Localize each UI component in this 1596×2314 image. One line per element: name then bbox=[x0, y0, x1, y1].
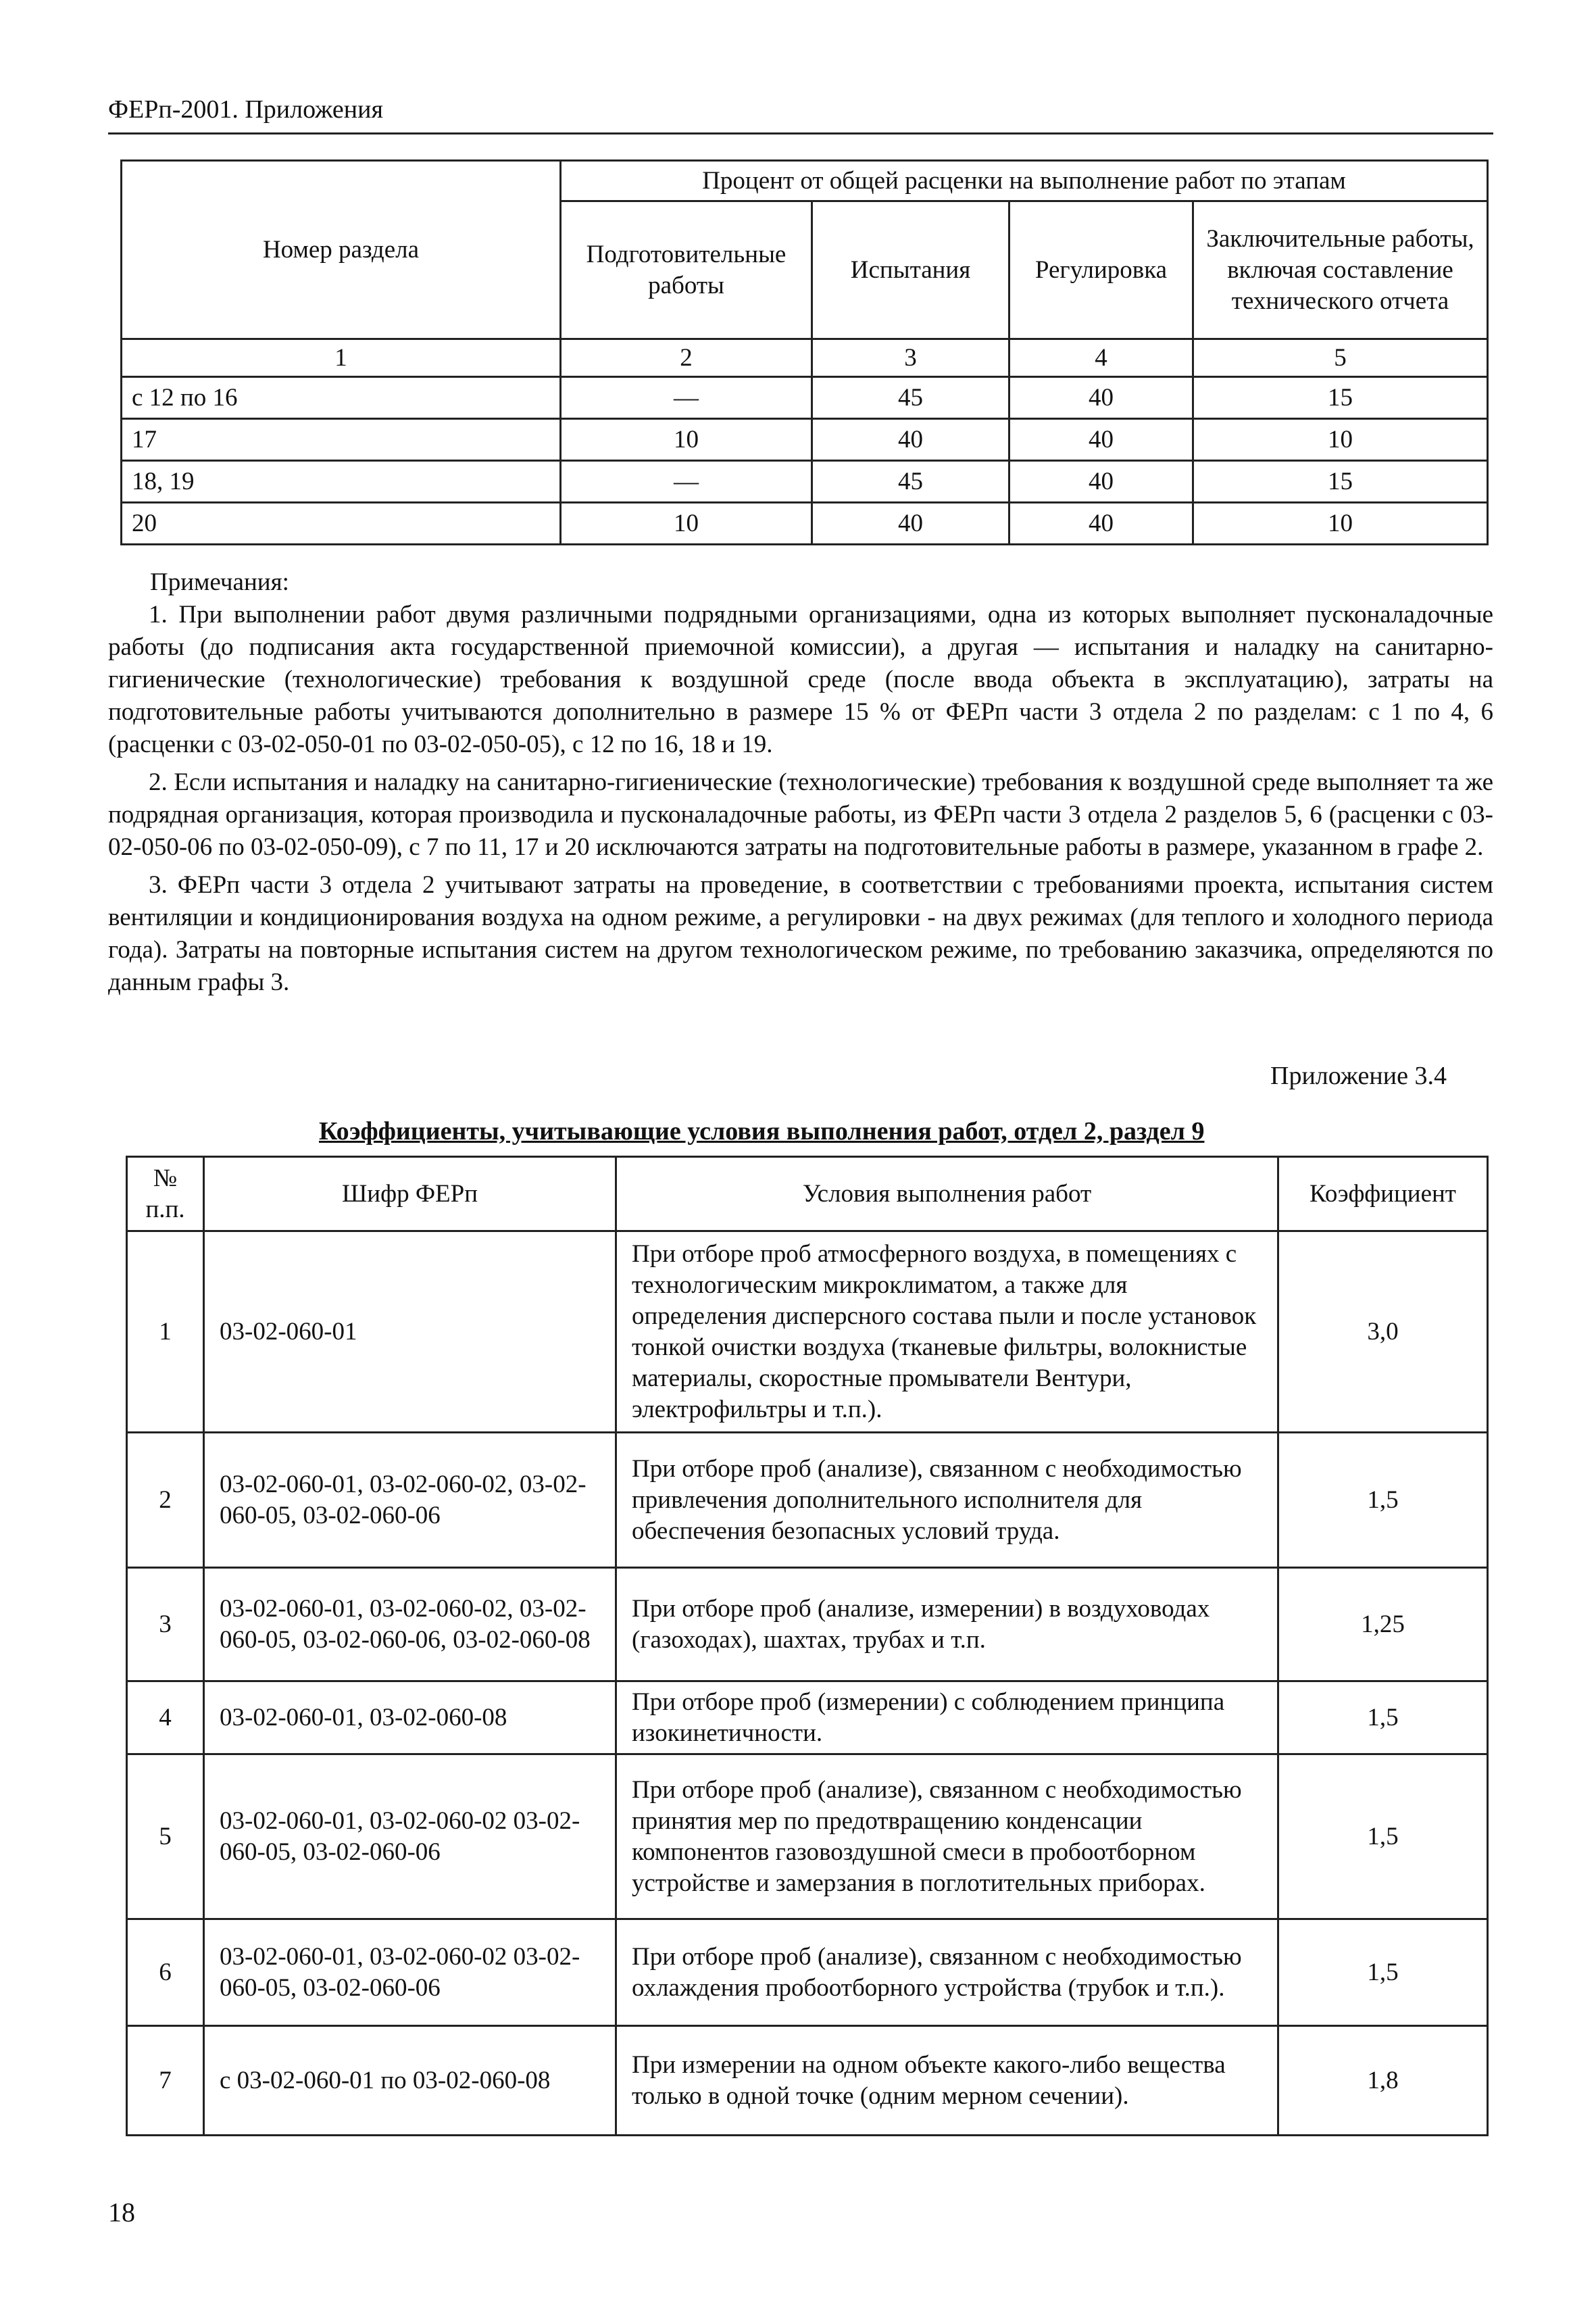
notes-heading: Примечания: bbox=[150, 568, 289, 596]
percent-cell: 40 bbox=[1009, 419, 1193, 461]
coefficient-header: Коэффициент bbox=[1278, 1157, 1488, 1231]
note-paragraph: 3. ФЕРп части 3 отдела 2 учитывают затраты на проведение, в соответствии с требованиями проекта, испытания систем вентиляции и кондиционирования воздуха на одном режиме, а регулировки - на двух режимах (для теплого и холодного периода года). Затраты на повторные испытания систем на другом технологическом режиме, по требованию заказчика, определяются по данным графы 3. bbox=[108, 871, 1493, 996]
code-cell: 03-02-060-01 bbox=[204, 1231, 616, 1433]
coefficients-table bbox=[126, 1156, 1489, 2136]
percent-cell: 40 bbox=[812, 419, 1009, 461]
percent-cell: 10 bbox=[1193, 419, 1488, 461]
conditions-cell: При измерении на одном объекте какого-либо вещества только в одной точке (одним мерном сечении). bbox=[616, 2026, 1278, 2136]
notes-section bbox=[108, 566, 1493, 999]
row-number: 7 bbox=[127, 2026, 204, 2136]
prep-work-header: Подготовительные работы bbox=[561, 201, 812, 339]
coefficients-table-title: Коэффициенты, учитывающие условия выполнения работ, отдел 2, раздел 9 bbox=[319, 1117, 1205, 1146]
conditions-cell: При отборе проб (анализе, измерении) в воздуховодах (газоходах), шахтах, трубах и т.п. bbox=[616, 1568, 1278, 1681]
code-header: Шифр ФЕРп bbox=[204, 1157, 616, 1231]
table-row bbox=[127, 1433, 1488, 1568]
conditions-cell: При отборе проб (измерении) с соблюдением принципа изокинетичности. bbox=[616, 1681, 1278, 1754]
running-head: ФЕРп-2001. Приложения bbox=[108, 95, 383, 124]
table-row bbox=[127, 1919, 1488, 2026]
row-number: 5 bbox=[127, 1754, 204, 1919]
table-row bbox=[127, 1681, 1488, 1754]
conditions-cell: При отборе проб (анализе), связанном с необходимостью привлечения дополнительного исполнителя для обеспечения безопасных условий труда. bbox=[616, 1433, 1278, 1568]
page-number: 18 bbox=[108, 2197, 135, 2227]
final-work-header: Заключительные работы, включая составление технического отчета bbox=[1193, 201, 1488, 339]
percent-cell: 10 bbox=[561, 419, 812, 461]
table-row bbox=[122, 503, 1488, 545]
column-number-row bbox=[122, 339, 1488, 377]
percent-cell: — bbox=[561, 461, 812, 503]
conditions-header: Условия выполнения работ bbox=[616, 1157, 1278, 1231]
row-number: 4 bbox=[127, 1681, 204, 1754]
table-row bbox=[122, 377, 1488, 419]
column-number: 2 bbox=[561, 339, 812, 377]
row-number: 1 bbox=[127, 1231, 204, 1433]
column-number: 1 bbox=[122, 339, 561, 377]
conditions-cell: При отборе проб атмосферного воздуха, в помещениях с технологическим микроклиматом, а также для определения дисперсного состава пыли и после установок тонкой очистки воздуха (тканевые фильтры, волокнистые материалы, скоростные промыватели Вентури, электрофильтры и т.п.). bbox=[616, 1231, 1278, 1433]
coefficient-cell: 1,5 bbox=[1278, 1919, 1488, 2026]
table-row bbox=[122, 419, 1488, 461]
code-cell: 03-02-060-01, 03-02-060-08 bbox=[204, 1681, 616, 1754]
table-row bbox=[127, 1754, 1488, 1919]
conditions-cell: При отборе проб (анализе), связанном с необходимостью охлаждения пробоотборного устройства (трубок и т.п.). bbox=[616, 1919, 1278, 2026]
percent-cell: 15 bbox=[1193, 461, 1488, 503]
regulation-header: Регулировка bbox=[1009, 201, 1193, 339]
code-cell: с 03-02-060-01 по 03-02-060-08 bbox=[204, 2026, 616, 2136]
percent-cell: 15 bbox=[1193, 377, 1488, 419]
coefficient-cell: 1,25 bbox=[1278, 1568, 1488, 1681]
percent-cell: 45 bbox=[812, 461, 1009, 503]
percent-cell: 45 bbox=[812, 377, 1009, 419]
coefficient-cell: 1,8 bbox=[1278, 2026, 1488, 2136]
percent-cell: 10 bbox=[1193, 503, 1488, 545]
column-number: 4 bbox=[1009, 339, 1193, 377]
table-row bbox=[122, 461, 1488, 503]
column-number: 3 bbox=[812, 339, 1009, 377]
section-cell: 17 bbox=[122, 419, 561, 461]
column-number: 5 bbox=[1193, 339, 1488, 377]
percent-cell: 40 bbox=[1009, 461, 1193, 503]
code-cell: 03-02-060-01, 03-02-060-02, 03-02-060-05, 03-02-060-06, 03-02-060-08 bbox=[204, 1568, 616, 1681]
code-cell: 03-02-060-01, 03-02-060-02 03-02-060-05, 03-02-060-06 bbox=[204, 1919, 616, 2026]
row-number: 3 bbox=[127, 1568, 204, 1681]
percent-cell: 40 bbox=[1009, 503, 1193, 545]
code-cell: 03-02-060-01, 03-02-060-02, 03-02-060-05, 03-02-060-06 bbox=[204, 1433, 616, 1568]
section-cell: 20 bbox=[122, 503, 561, 545]
section-number-header: Номер раздела bbox=[122, 161, 561, 339]
percent-cell: 40 bbox=[1009, 377, 1193, 419]
coefficient-cell: 3,0 bbox=[1278, 1231, 1488, 1433]
percent-cell: 40 bbox=[812, 503, 1009, 545]
conditions-cell: При отборе проб (анализе), связанном с необходимостью принятия мер по предотвращению конденсации компонентов газовоздушной смеси в пробоотборном устройстве и замерзания в поглотительных приборах. bbox=[616, 1754, 1278, 1919]
table-row bbox=[127, 2026, 1488, 2136]
code-cell: 03-02-060-01, 03-02-060-02 03-02-060-05, 03-02-060-06 bbox=[204, 1754, 616, 1919]
table-row bbox=[127, 1231, 1488, 1433]
section-cell: 18, 19 bbox=[122, 461, 561, 503]
coefficient-cell: 1,5 bbox=[1278, 1433, 1488, 1568]
note-paragraph: 1. При выполнении работ двумя различными подрядными организациями, одна из которых выполняет пусконаладочные работы (до подписания акта государственной приемочной комиссии), а другая — испытания и наладку на санитарно-гигиенические (технологические) требования к воздушной среде (после ввода объекта в эксплуатацию), затраты на подготовительные работы учитываются дополнительно в размере 15 % от ФЕРп части 3 отдела 2 по разделам: с 1 по 4, 6 (расценки с 03-02-050-01 по 03-02-050-05), с 12 по 16, 18 и 19. bbox=[108, 601, 1493, 758]
stage-percent-group-header: Процент от общей расценки на выполнение работ по этапам bbox=[561, 161, 1488, 201]
header-rule bbox=[108, 132, 1493, 134]
percent-cell: 10 bbox=[561, 503, 812, 545]
percent-cell: — bbox=[561, 377, 812, 419]
row-number-header: № п.п. bbox=[127, 1157, 204, 1231]
row-number: 6 bbox=[127, 1919, 204, 2026]
table-row bbox=[127, 1568, 1488, 1681]
testing-header: Испытания bbox=[812, 201, 1009, 339]
note-paragraph: 2. Если испытания и наладку на санитарно-гигиенические (технологические) требования к воздушной среде выполняет та же подрядная организация, которая производила и пусконаладочные работы, из ФЕРп части 3 отдела 2 разделов 5, 6 (расценки с 03-02-050-06 по 03-02-050-09), с 7 по 11, 17 и 20 исключаются затраты на подготовительные работы в размере, указанном в графе 2. bbox=[108, 768, 1493, 861]
section-cell: с 12 по 16 bbox=[122, 377, 561, 419]
coefficient-cell: 1,5 bbox=[1278, 1681, 1488, 1754]
coefficient-cell: 1,5 bbox=[1278, 1754, 1488, 1919]
stage-percent-table bbox=[120, 159, 1489, 545]
appendix-label: Приложение 3.4 bbox=[1270, 1062, 1447, 1090]
row-number: 2 bbox=[127, 1433, 204, 1568]
